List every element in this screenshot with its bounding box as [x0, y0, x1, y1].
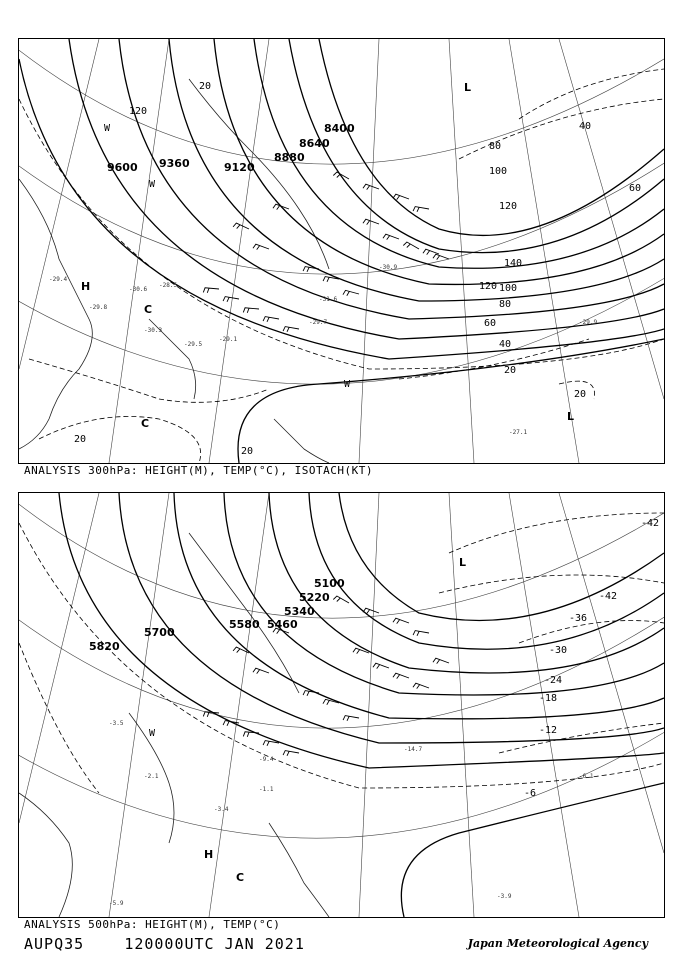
temperature-value: -6.1	[579, 773, 594, 780]
map-300hpa	[18, 38, 665, 464]
map-500hpa-canvas	[19, 493, 664, 917]
temperature-value: -30.6	[129, 286, 148, 293]
isotach-label: 80	[489, 141, 502, 152]
isotach-label: 60	[629, 183, 642, 194]
wind-barb	[413, 207, 429, 212]
temperature-value: -3.5	[109, 720, 124, 727]
isotach-label: 100	[489, 166, 508, 177]
isotherm-label: -42	[641, 518, 660, 529]
temperature-value: -31.6	[319, 296, 338, 303]
temperature-value: -27.1	[509, 429, 528, 436]
isotherm-label: -12	[539, 725, 558, 736]
isotach-label: 20	[574, 389, 587, 400]
wind-barb	[343, 716, 359, 721]
map-300hpa-canvas	[19, 39, 664, 463]
isotherm-contours	[19, 513, 664, 793]
system-warm-label: W	[149, 179, 156, 190]
graticule	[19, 493, 664, 917]
height-label: 8400	[324, 122, 355, 135]
wind-barb	[233, 223, 249, 229]
wind-barb	[393, 194, 409, 199]
isotherm-label: -18	[539, 693, 558, 704]
wind-barb	[413, 631, 429, 636]
height-label: 5820	[89, 640, 120, 653]
isotach-label: 40	[579, 121, 592, 132]
wind-barb	[433, 658, 449, 663]
isotherm-label: -42	[599, 591, 618, 602]
wind-barb	[343, 290, 359, 295]
temperature-value: -3.9	[497, 893, 512, 900]
isotach-label: 40	[499, 339, 512, 350]
wind-barb	[283, 327, 299, 332]
system-warm-label: W	[149, 728, 156, 739]
isotach-label: 60	[484, 318, 497, 329]
isotach-label: 20	[74, 434, 87, 445]
height-contours	[59, 493, 664, 917]
system-high-label: H	[81, 280, 91, 293]
map-500hpa-caption: ANALYSIS 500hPa: HEIGHT(M), TEMP(°C)	[24, 918, 281, 931]
height-label: 5580	[229, 618, 260, 631]
height-label: 9600	[107, 161, 138, 174]
wind-barb	[433, 254, 449, 259]
isotach-label: 100	[499, 283, 518, 294]
isotherm-label: -30	[549, 645, 568, 656]
wind-barb	[393, 673, 409, 678]
temperature-value: -1.1	[259, 786, 274, 793]
graticule	[19, 39, 664, 463]
temperature-value: -29.5	[184, 341, 203, 348]
wind-barb	[363, 219, 379, 224]
wind-barb	[403, 242, 419, 249]
valid-time: 120000UTC JAN 2021	[124, 935, 305, 953]
temperature-value: -2.1	[144, 773, 159, 780]
temperature-value: -29.4	[49, 276, 68, 283]
height-label: 5460	[267, 618, 298, 631]
system-cold-label: C	[144, 303, 153, 316]
temperature-value: -30.9	[379, 264, 398, 271]
isotach-label: 20	[504, 365, 517, 376]
wind-barb	[423, 249, 439, 254]
isotach-label: 120	[129, 106, 148, 117]
wind-barb	[203, 288, 219, 293]
isotherm-label: -36	[569, 613, 588, 624]
isotach-label: 80	[499, 299, 512, 310]
system-low-label: L	[459, 556, 467, 569]
system-warm-label: W	[104, 123, 111, 134]
system-cold-label: C	[141, 417, 150, 430]
chart-footer	[24, 935, 305, 953]
temperature-value: -5.9	[109, 900, 124, 907]
wind-barb	[253, 244, 269, 249]
height-label: 5100	[314, 577, 345, 590]
isotach-label: 20	[199, 81, 212, 92]
temperature-value: -14.7	[404, 746, 423, 753]
height-label: 9360	[159, 157, 190, 170]
temperature-value: -9.4	[259, 756, 274, 763]
height-label: 5220	[299, 591, 330, 604]
map-300hpa-caption: ANALYSIS 300hPa: HEIGHT(M), TEMP(°C), ISOTACH(KT)	[24, 464, 374, 477]
system-warm-label: W	[344, 379, 351, 390]
temperature-value: -28.5	[159, 282, 178, 289]
wind-barb	[333, 596, 349, 603]
temperature-value: -29.8	[89, 304, 108, 311]
wind-barb	[283, 751, 299, 756]
wind-barb	[393, 618, 409, 623]
isotach-label: 120	[499, 201, 518, 212]
chart-id: AUPQ35	[24, 935, 85, 953]
wind-barb	[263, 317, 279, 322]
height-label: 5340	[284, 605, 315, 618]
system-low-label: L	[464, 81, 472, 94]
isotach-label: 20	[241, 446, 254, 457]
wind-barb	[253, 668, 269, 673]
temperature-value: -29.1	[219, 336, 238, 343]
temperature-value: -29.9	[579, 319, 598, 326]
wind-barbs	[203, 172, 449, 332]
wind-barb	[223, 297, 239, 302]
wind-barb	[323, 699, 339, 704]
temperature-value: -29.7	[309, 319, 328, 326]
height-label: 9120	[224, 161, 255, 174]
wind-barb	[353, 648, 369, 653]
agency-name: Japan Meteorological Agency	[467, 937, 648, 950]
height-contours	[19, 39, 664, 463]
height-label: 8880	[274, 151, 305, 164]
wind-barb	[413, 683, 429, 688]
map-500hpa	[18, 492, 665, 918]
isotach-label: 120	[479, 281, 498, 292]
system-low-label: L	[567, 410, 575, 423]
wind-barb	[243, 308, 259, 313]
temperature-value: -3.4	[214, 806, 229, 813]
wind-barb	[383, 234, 399, 239]
wind-barb	[363, 184, 379, 189]
height-label: 5700	[144, 626, 175, 639]
wind-barb	[243, 732, 259, 737]
map-300hpa-labels	[49, 81, 641, 457]
system-high-label: H	[204, 848, 214, 861]
temperature-value: -30.3	[144, 327, 163, 334]
isotach-label: 140	[504, 258, 523, 269]
height-label: 8640	[299, 137, 330, 150]
system-cold-label: C	[236, 871, 245, 884]
wind-barb	[373, 663, 389, 668]
isotherm-label: -24	[544, 675, 563, 686]
isotherm-label: -6	[524, 788, 537, 799]
